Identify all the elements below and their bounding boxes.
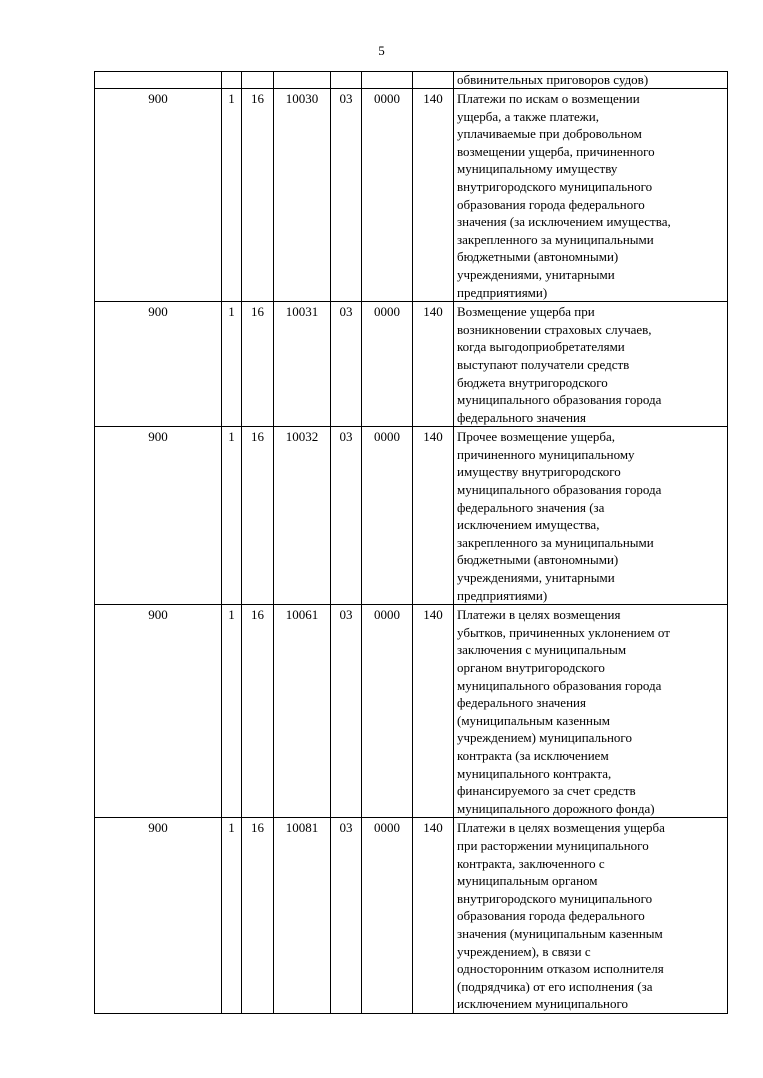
description-line: односторонним отказом исполнителя: [457, 961, 664, 977]
description-line: учреждениями, унитарными: [457, 266, 615, 282]
admin-cell: 900: [95, 818, 222, 1014]
description-line: при расторжении муниципального: [457, 837, 649, 853]
table-row: [95, 427, 728, 605]
description-line: контракта (за исключением: [457, 747, 609, 763]
table-row: [95, 605, 728, 818]
description-line: закрепленного за муниципальными: [457, 231, 654, 247]
description-line: предприятиями): [457, 284, 548, 300]
description-line: федерального значения: [457, 409, 586, 425]
program-cell: 0000: [362, 302, 413, 427]
subgroup-cell: 16: [242, 89, 274, 302]
admin-cell: [95, 72, 222, 89]
description-line: имуществу внутригородского: [457, 464, 621, 480]
description-line: возмещении ущерба, причиненного: [457, 143, 655, 159]
description-line: предприятиями): [457, 587, 548, 603]
article-cell: [274, 72, 331, 89]
description-line: бюджета внутригородского: [457, 374, 608, 390]
description-line: образования города федерального: [457, 196, 645, 212]
description-line: закрепленного за муниципальными: [457, 534, 654, 550]
description-line: значения (муниципальным казенным: [457, 925, 663, 941]
kind-cell: 140: [413, 605, 454, 818]
description-line: учреждением) муниципального: [457, 730, 632, 746]
description-line: учреждением), в связи с: [457, 943, 591, 959]
kind-cell: [413, 72, 454, 89]
subgroup-cell: [242, 72, 274, 89]
program-cell: 0000: [362, 605, 413, 818]
description-line: федерального значения (за: [457, 499, 605, 515]
description-line: внутригородского муниципального: [457, 890, 653, 906]
description-line: (подрядчика) от его исполнения (за: [457, 978, 653, 994]
subgroup-cell: 16: [242, 605, 274, 818]
program-cell: 0000: [362, 89, 413, 302]
description-line: Платежи в целях возмещения ущерба: [457, 820, 665, 836]
description-line: муниципальным органом: [457, 873, 598, 889]
description-cell: [454, 89, 728, 302]
description-line: финансируемого за счет средств: [457, 783, 636, 799]
element-cell: 03: [331, 605, 362, 818]
article-cell: 10030: [274, 89, 331, 302]
subgroup-cell: 16: [242, 427, 274, 605]
description-line: муниципального образования города: [457, 482, 662, 498]
description-cell: обвинительных приговоров судов): [454, 72, 728, 89]
description-line: муниципальному имуществу: [457, 161, 618, 177]
description-line: исключением муниципального: [457, 996, 628, 1012]
description-line: причиненного муниципальному: [457, 446, 635, 462]
article-cell: 10061: [274, 605, 331, 818]
table-row: [95, 818, 728, 1014]
description-line: муниципального контракта,: [457, 765, 612, 781]
description-cell: [454, 302, 728, 427]
group-cell: 1: [222, 427, 242, 605]
description-line: Платежи в целях возмещения: [457, 607, 621, 623]
description-line: Возмещение ущерба при: [457, 304, 595, 320]
element-cell: 03: [331, 89, 362, 302]
article-cell: 10032: [274, 427, 331, 605]
group-cell: [222, 72, 242, 89]
kind-cell: 140: [413, 302, 454, 427]
article-cell: 10081: [274, 818, 331, 1014]
description-cell: [454, 427, 728, 605]
kind-cell: 140: [413, 427, 454, 605]
budget-classification-table: [94, 71, 728, 1014]
description-line: (муниципальным казенным: [457, 712, 610, 728]
description-line: контракта, заключенного с: [457, 855, 605, 871]
group-cell: 1: [222, 89, 242, 302]
description-line: когда выгодоприобретателями: [457, 339, 625, 355]
description-line: выступают получатели средств: [457, 356, 630, 372]
group-cell: 1: [222, 605, 242, 818]
description-line: учреждениями, унитарными: [457, 570, 615, 586]
description-line: ущерба, а также платежи,: [457, 108, 599, 124]
description-line: органом внутригородского: [457, 660, 605, 675]
description-line: возникновении страховых случаев,: [457, 321, 652, 337]
article-cell: 10031: [274, 302, 331, 427]
description-line: муниципального образования города: [457, 392, 662, 408]
kind-cell: 140: [413, 89, 454, 302]
continuation-row: [95, 72, 728, 89]
element-cell: 03: [331, 818, 362, 1014]
admin-cell: 900: [95, 302, 222, 427]
subgroup-cell: 16: [242, 302, 274, 427]
description-line: Платежи по искам о возмещении: [457, 91, 640, 106]
program-cell: 0000: [362, 427, 413, 605]
admin-cell: 900: [95, 89, 222, 302]
description-cell: [454, 818, 728, 1014]
description-line: образования города федерального: [457, 908, 645, 924]
description-line: заключения с муниципальным: [457, 642, 627, 658]
description-line: внутригородского муниципального: [457, 178, 653, 194]
table-body: [95, 72, 728, 1014]
admin-cell: 900: [95, 427, 222, 605]
table-row: [95, 302, 728, 427]
description-cell: [454, 605, 728, 818]
description-line: уплачиваемые при добровольном: [457, 126, 642, 142]
description-line: убытков, причиненных уклонением от: [457, 624, 670, 640]
table-row: [95, 89, 728, 302]
description-line: муниципального образования города: [457, 677, 662, 693]
description-line: значения (за исключением имущества,: [457, 214, 671, 230]
subgroup-cell: 16: [242, 818, 274, 1014]
element-cell: 03: [331, 302, 362, 427]
element-cell: 03: [331, 427, 362, 605]
program-cell: [362, 72, 413, 89]
element-cell: [331, 72, 362, 89]
group-cell: 1: [222, 818, 242, 1014]
description-line: бюджетными (автономными): [457, 552, 619, 568]
description-line: федерального значения: [457, 695, 586, 711]
group-cell: 1: [222, 302, 242, 427]
page-number: 5: [378, 43, 385, 58]
description-line: исключением имущества,: [457, 517, 600, 533]
program-cell: 0000: [362, 818, 413, 1014]
description-line: Прочее возмещение ущерба,: [457, 429, 616, 445]
admin-cell: 900: [95, 605, 222, 818]
description-line: бюджетными (автономными): [457, 249, 619, 265]
kind-cell: 140: [413, 818, 454, 1014]
description-line: муниципального дорожного фонда): [457, 800, 655, 816]
